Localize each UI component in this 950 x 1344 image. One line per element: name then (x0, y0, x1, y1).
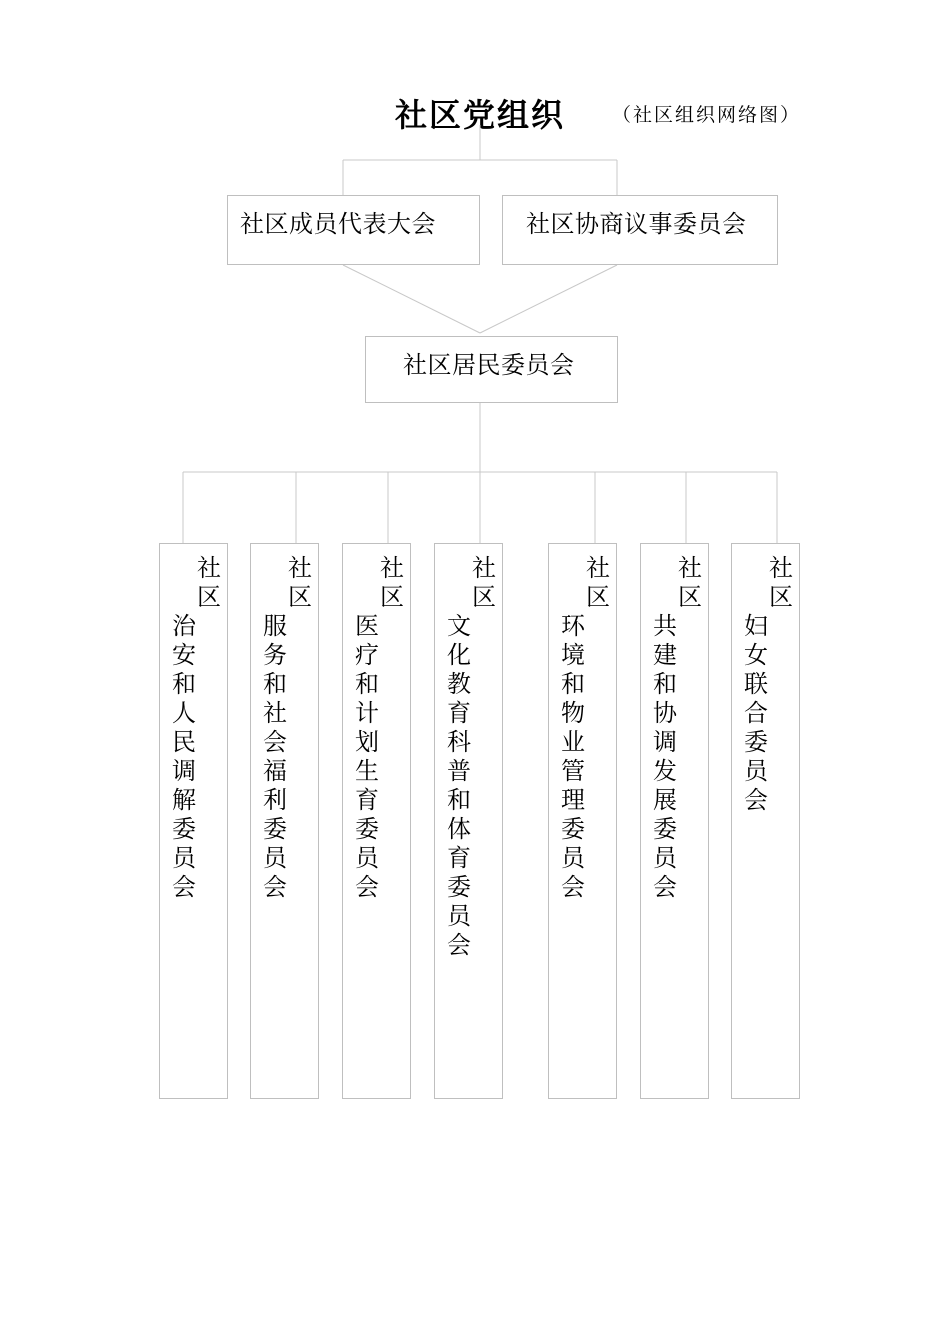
diagram-title: 社区党组织 (395, 96, 566, 134)
residents-committee-box (365, 336, 618, 403)
committee-prefix: 社区 (678, 554, 702, 611)
committee-name: 服务和社会福利委员会 (263, 612, 287, 901)
members-congress-box (227, 195, 480, 265)
committee-prefix: 社区 (197, 554, 221, 611)
consultation-committee-label: 社区协商议事委员会 (526, 210, 747, 238)
diagram-subtitle: （社区组织网络图） (612, 104, 802, 126)
committee-prefix: 社区 (472, 554, 496, 611)
committee-prefix: 社区 (586, 554, 610, 611)
committee-box-women (731, 543, 800, 1099)
committee-name: 妇女联合委员会 (744, 612, 768, 814)
connector-right-converge (480, 265, 617, 333)
committee-box-welfare (250, 543, 319, 1099)
connector-left-converge (343, 265, 480, 333)
committee-name: 医疗和计划生育委员会 (355, 612, 379, 901)
committee-prefix: 社区 (380, 554, 404, 611)
committee-name: 治安和人民调解委员会 (172, 612, 196, 901)
committee-name: 共建和协调发展委员会 (653, 612, 677, 901)
committee-box-culture (434, 543, 503, 1099)
committee-prefix: 社区 (769, 554, 793, 611)
committee-prefix: 社区 (288, 554, 312, 611)
committee-box-environment (548, 543, 617, 1099)
committee-box-development (640, 543, 709, 1099)
committee-name: 环境和物业管理委员会 (561, 612, 585, 901)
committee-box-security (159, 543, 228, 1099)
committee-box-health (342, 543, 411, 1099)
members-congress-label: 社区成员代表大会 (240, 210, 436, 238)
consultation-committee-box (502, 195, 778, 265)
residents-committee-label: 社区居民委员会 (403, 351, 575, 379)
committee-name: 文化教育科普和体育委员会 (447, 612, 471, 959)
